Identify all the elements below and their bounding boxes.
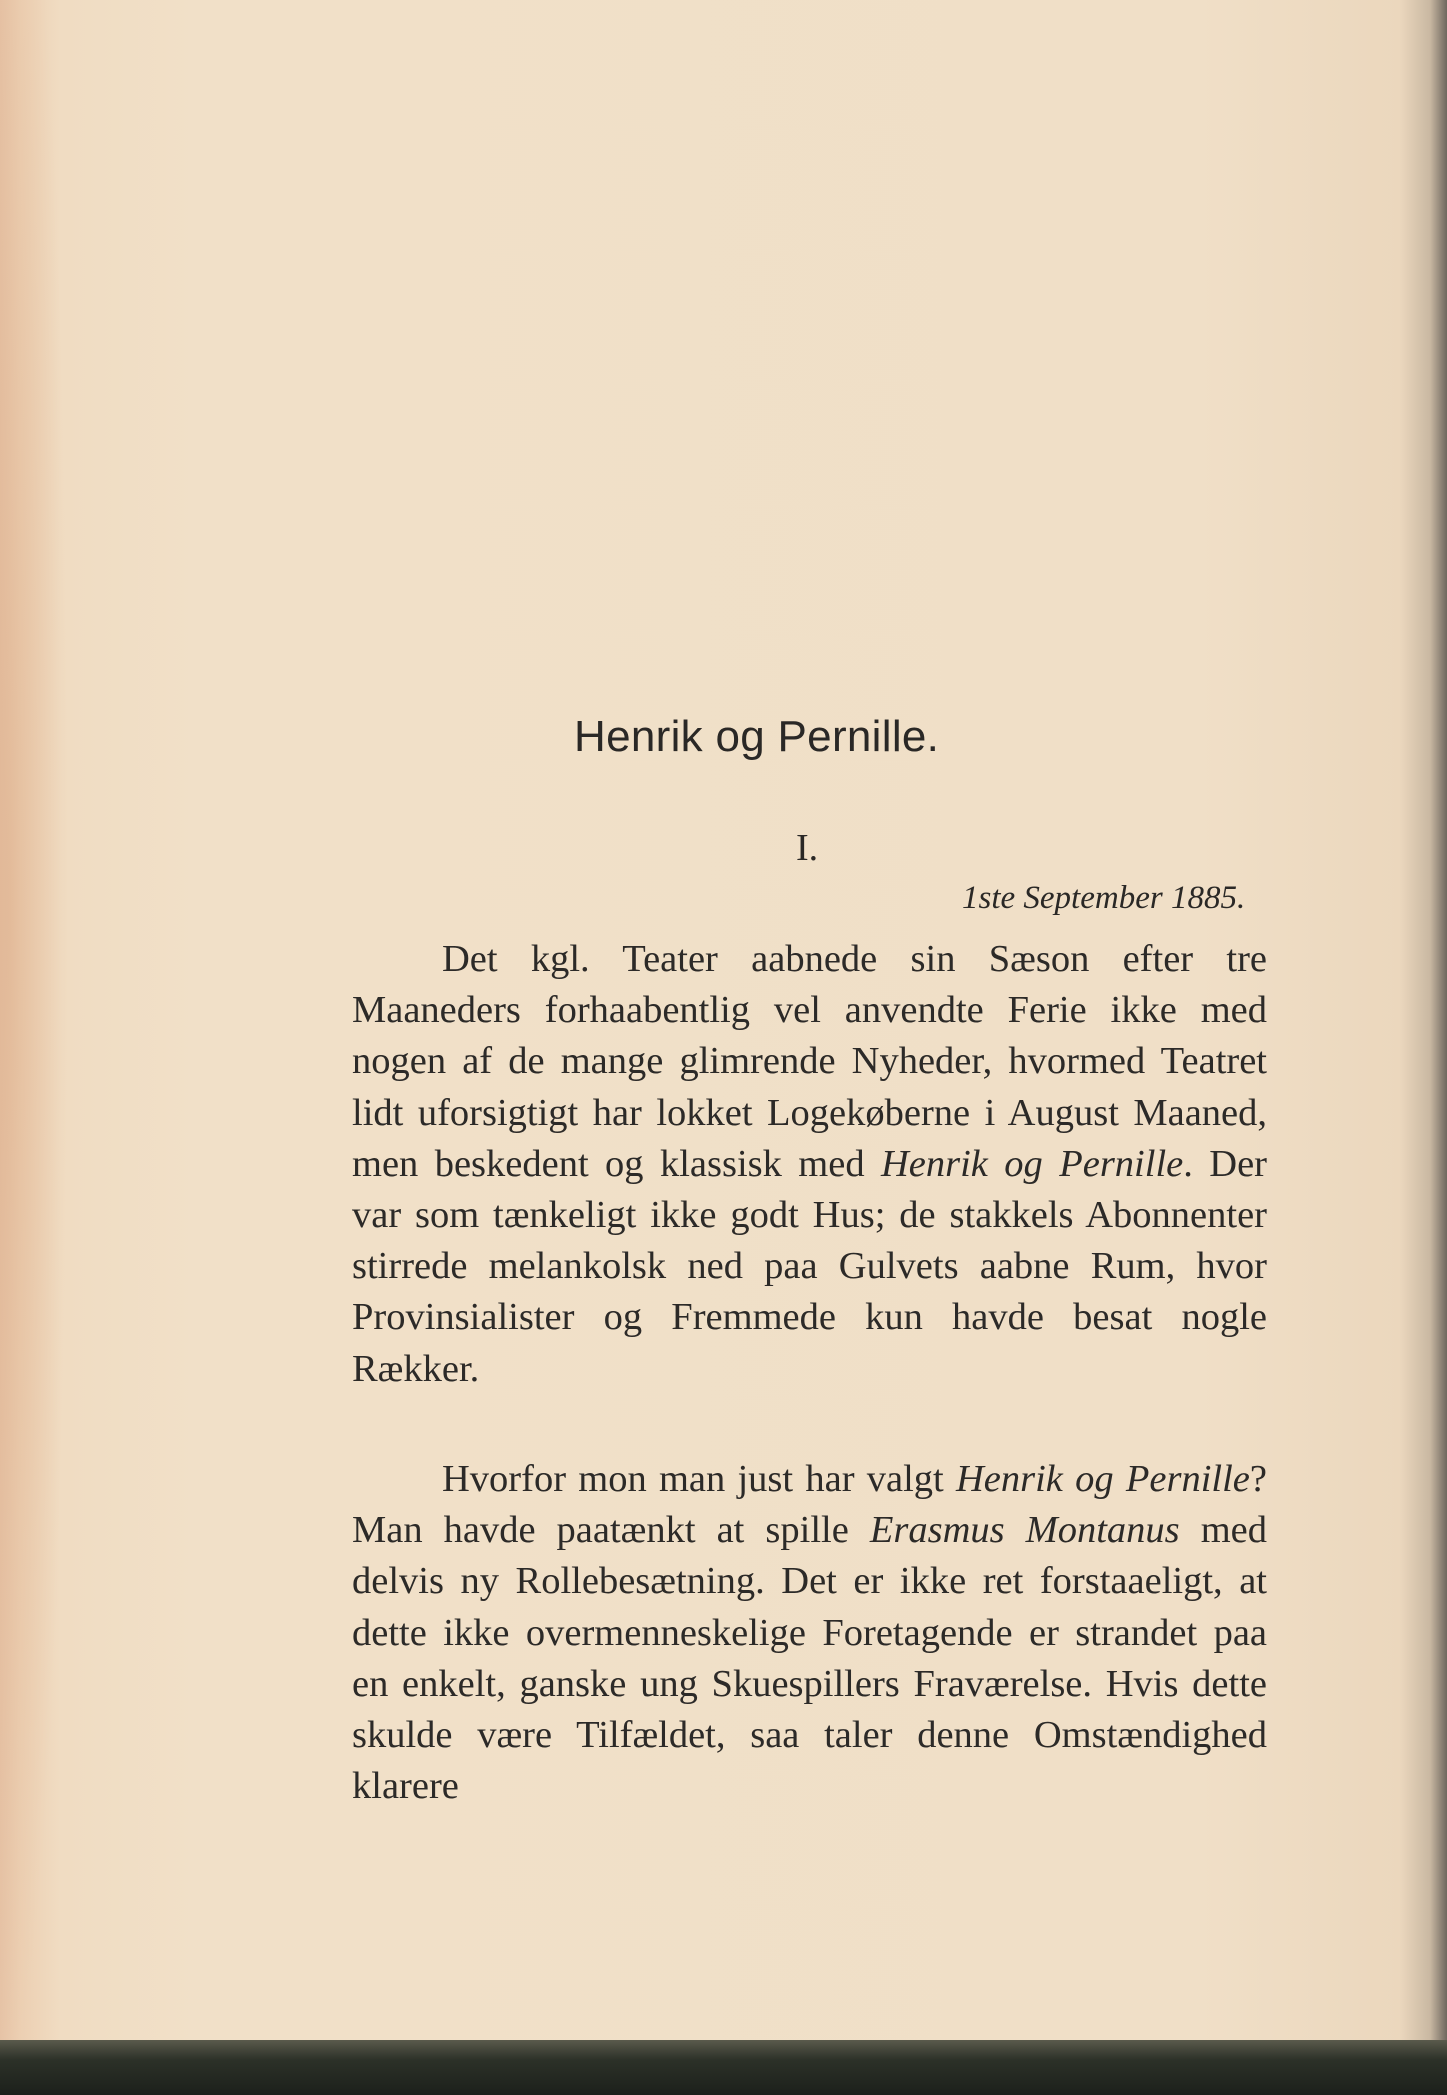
paragraph-1-title-henrik-og-pernille: Henrik og Pernille (880, 1142, 1184, 1185)
section-number: I. (796, 827, 819, 869)
scan-bottom-edge (0, 2040, 1447, 2095)
chapter-heading: Henrik og Pernille. (574, 712, 940, 761)
paragraph-2-text-b: ? Man havde paatænkt at spille (352, 1458, 1267, 1552)
paragraph-2-title-henrik-og-pernille: Henrik og Pernille (955, 1458, 1250, 1500)
page-edge-stain (0, 0, 70, 2058)
paragraph-1-text-b: . Der var som tænkeligt ikke godt Hus; de stakkels Abonnenter stirrede melankolsk ned paa Gulvets aabne Rum, hvor Provinsialister og Fremmede kun havde besat nogle Rækker. (352, 1142, 1267, 1390)
paragraph-1-text-a: Det kgl. Teater aabnede sin Sæson efter tre Maaneders forhaabentlig vel anvendte Ferie ikke med nogen af de mange glimrende Nyheder, hvormed Teatret lidt uforsigtigt har lokket Logekøberne i August Maaned, men beskedent og klassisk med (352, 938, 1267, 1185)
paragraph-2-text-c: med delvis ny Rollebesætning. Det er ikke ret forstaaeligt, at dette ikke overmenneskelige Foretagende er strandet paa en enkelt, ganske ung Skuespillers Fraværelse. Hvis dette skulde være Tilfældet, saa taler denne Omstændighed klarere (352, 1509, 1267, 1808)
paragraph-2-text-a: Hvorfor mon man just har valgt (442, 1458, 956, 1500)
paragraph-2 (352, 1454, 1267, 1812)
paragraph-2-title-erasmus-montanus: Erasmus Montanus (869, 1509, 1180, 1552)
paragraph-1 (352, 934, 1267, 1395)
dateline: 1ste September 1885. (962, 880, 1246, 916)
